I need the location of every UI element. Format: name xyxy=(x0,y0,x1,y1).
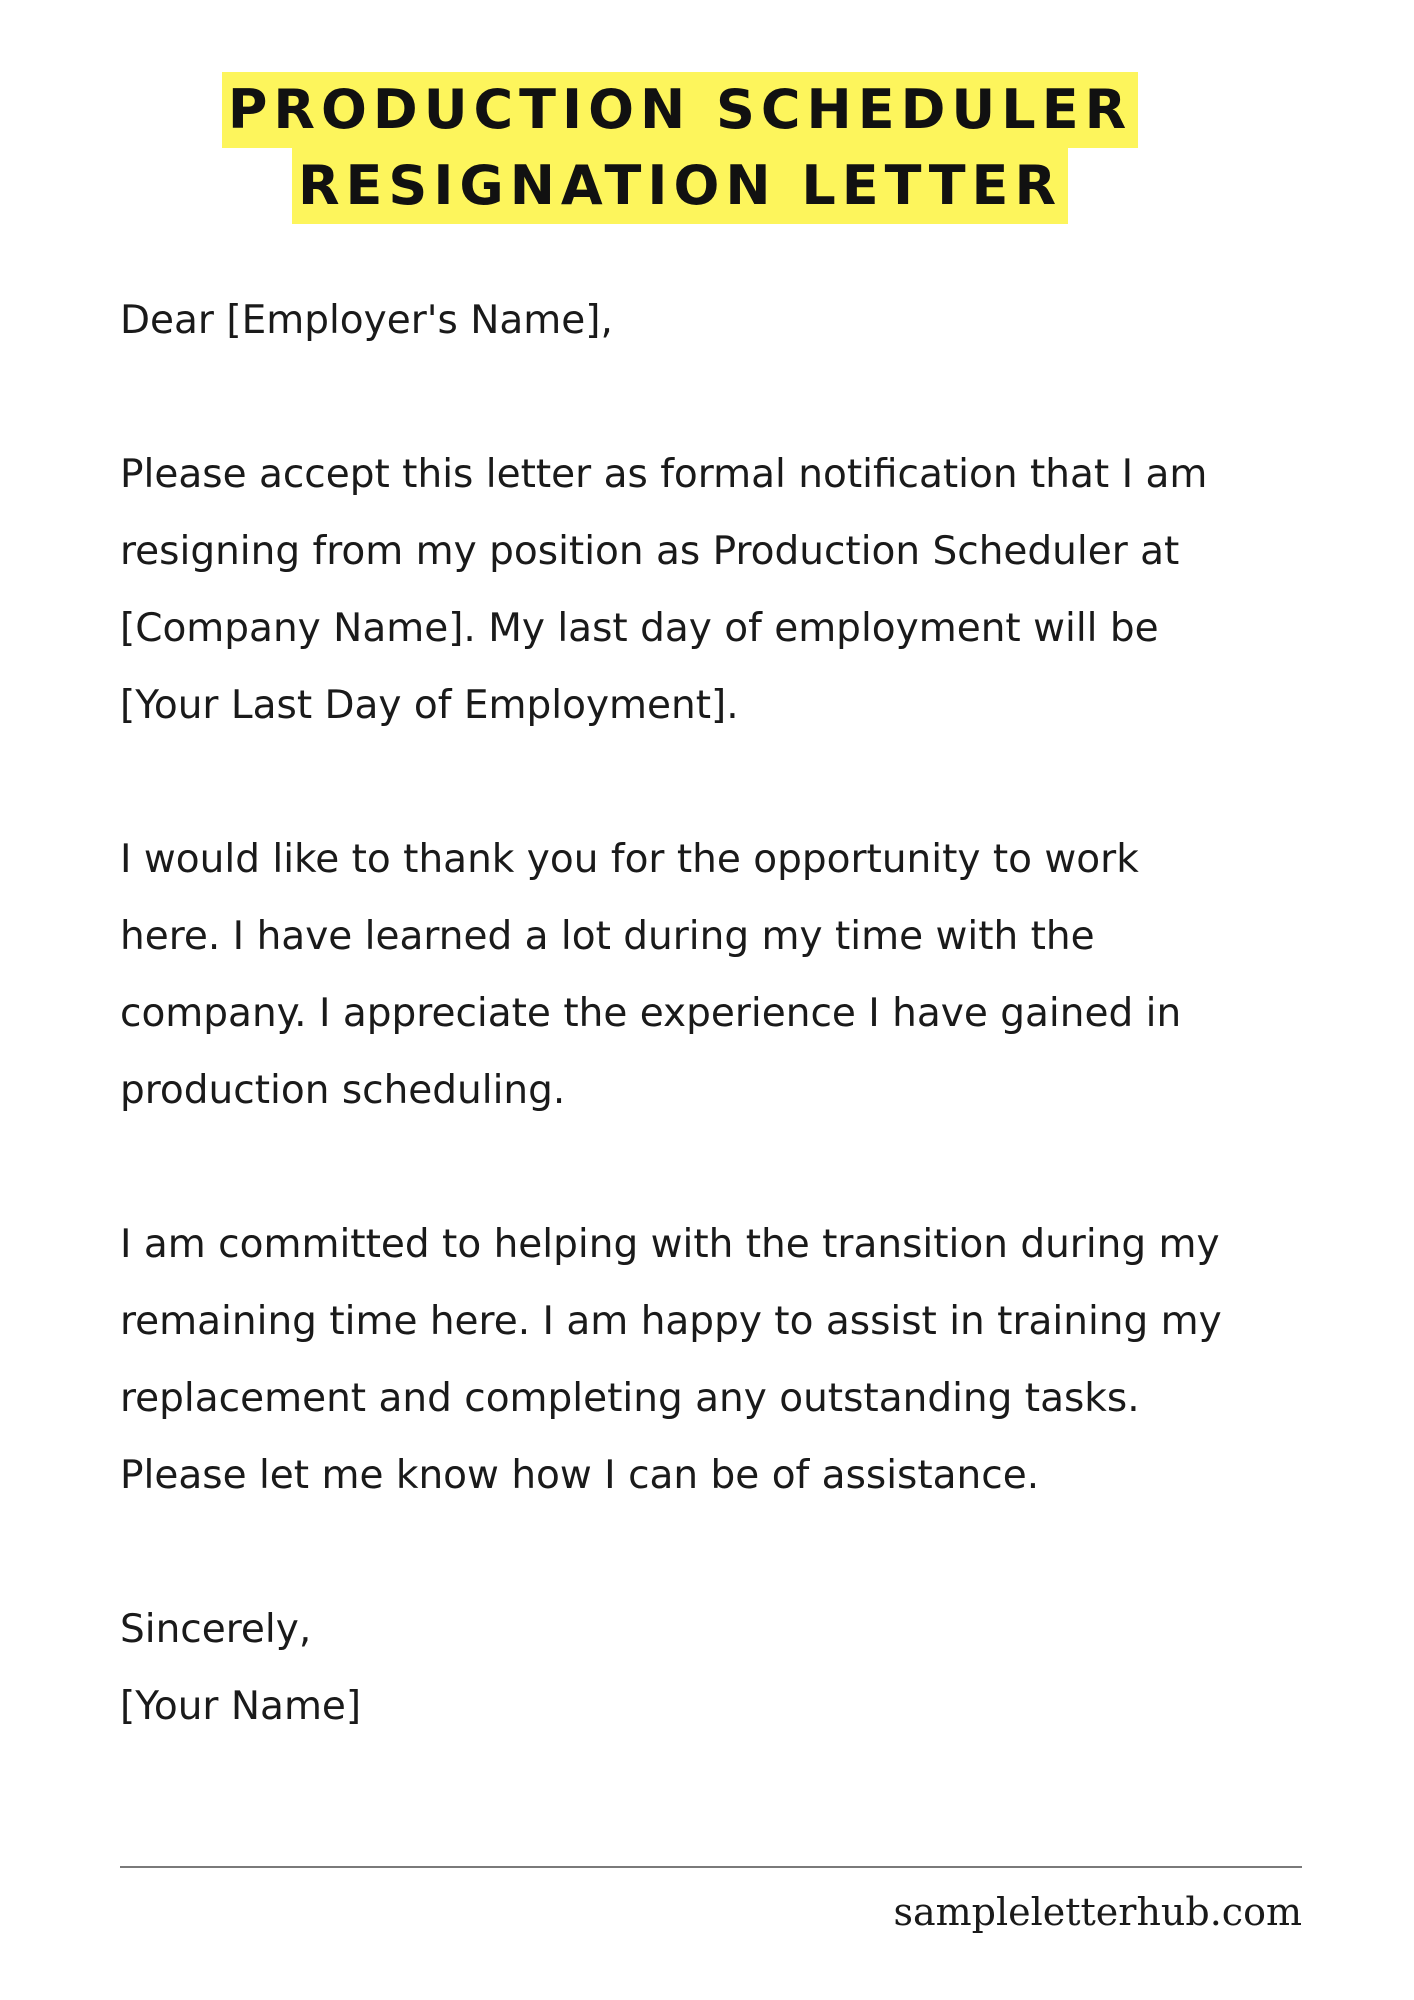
footer-divider xyxy=(120,1866,1302,1868)
paragraph-2-line: I would like to thank you for the opportunity to work xyxy=(120,837,1139,882)
paragraph-3-line: replacement and completing any outstanding tasks. xyxy=(120,1376,1140,1421)
closing: Sincerely, xyxy=(120,1607,312,1652)
letter-title xyxy=(0,72,1360,224)
salutation: Dear [Employer's Name], xyxy=(120,298,613,343)
letter-body xyxy=(120,282,1320,1745)
title-line-2: RESIGNATION LETTER xyxy=(292,148,1068,224)
paragraph-3-line: Please let me know how I can be of assistance. xyxy=(120,1453,1040,1498)
website-footer: sampleletterhub.com xyxy=(893,1890,1302,1934)
paragraph-1 xyxy=(120,436,1320,744)
paragraph-1-line: [Your Last Day of Employment]. xyxy=(120,683,739,728)
paragraph-3-line: I am committed to helping with the transition during my xyxy=(120,1222,1220,1267)
paragraph-2-line: here. I have learned a lot during my time with the xyxy=(120,914,1095,959)
paragraph-1-line: [Company Name]. My last day of employment will be xyxy=(120,606,1159,651)
paragraph-3 xyxy=(120,1206,1320,1514)
paragraph-1-line: resigning from my position as Production Scheduler at xyxy=(120,529,1180,574)
paragraph-2-line: production scheduling. xyxy=(120,1068,566,1113)
title-line-1: PRODUCTION SCHEDULER xyxy=(222,72,1138,148)
paragraph-2-line: company. I appreciate the experience I have gained in xyxy=(120,991,1182,1036)
signature-placeholder: [Your Name] xyxy=(120,1684,362,1729)
paragraph-1-line: Please accept this letter as formal notification that I am xyxy=(120,452,1208,497)
paragraph-3-line: remaining time here. I am happy to assist in training my xyxy=(120,1299,1222,1344)
paragraph-2 xyxy=(120,821,1320,1129)
